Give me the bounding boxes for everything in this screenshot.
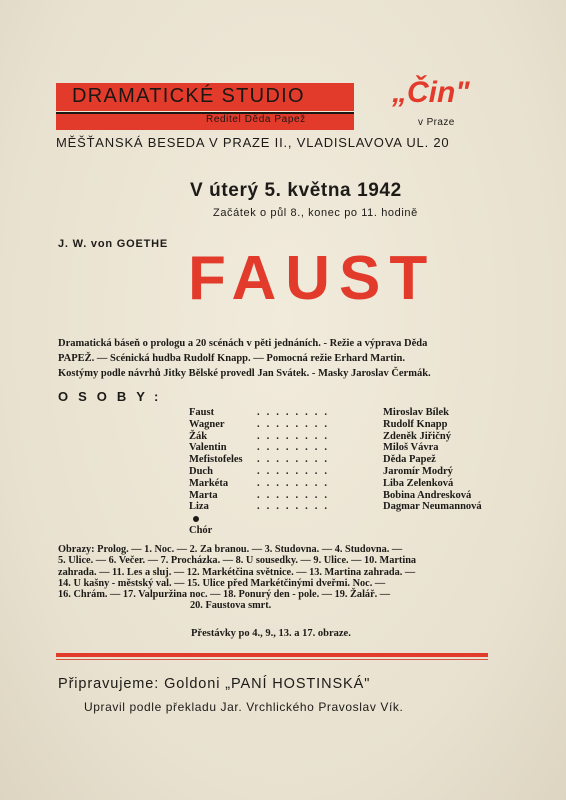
cast-row (189, 513, 499, 525)
scene-line: 20. Faustova smrt. (190, 600, 272, 612)
studio-title: DRAMATICKÉ STUDIO (72, 85, 305, 107)
performance-time: Začátek o půl 8., konec po 11. hodině (213, 207, 418, 219)
leader-dots: ........ (257, 418, 334, 430)
director-name: Ředitel Děda Papež (206, 114, 306, 125)
scene-line: 5. Ulice. — 6. Večer. — 7. Procházka. — 8. U sousedky. — 9. Ulice. — 10. Martina (58, 555, 417, 567)
scene-list (58, 544, 498, 612)
cast-role: Marta (189, 489, 218, 501)
scene-line: zahrada. — 11. Les a sluj. — 12. Markétčina světnice. — 13. Martina zahrada. — (58, 566, 416, 578)
scene-line: 14. U kašny - městský val. — 15. Ulice před Markétčinými dveřmi. Noc. — (58, 577, 386, 589)
cast-row (189, 478, 499, 490)
cast-role: Mefistofeles (189, 454, 243, 466)
cast-role: Wagner (189, 418, 225, 430)
upcoming-translation: Upravil podle překladu Jar. Vrchlického Pravoslav Vík. (84, 700, 404, 714)
play-author: J. W. von GOETHE (58, 238, 168, 250)
cast-actor: Bobina Andresková (383, 489, 472, 501)
cast-role: Žák (189, 430, 208, 442)
play-description (58, 336, 498, 381)
cast-role: Valentin (189, 442, 227, 454)
leader-dots: ........ (257, 442, 334, 454)
cast-actor: Zdeněk Jiřičný (383, 430, 451, 442)
leader-dots: ........ (257, 454, 334, 466)
leader-dots: ........ (257, 489, 334, 501)
performance-date: V úterý 5. května 1942 (190, 180, 402, 201)
cast-actor: Miloš Vávra (383, 442, 439, 454)
cast-actor: Liba Zelenková (383, 477, 454, 489)
cast-row (189, 466, 499, 478)
description-line: PAPEŽ. — Scénická hudba Rudolf Knapp. — Pomocná režie Erhard Martin. (58, 353, 406, 364)
cast-actor: Rudolf Knapp (383, 418, 448, 430)
scene-line: Obrazy: Prolog. — 1. Noc. — 2. Za branou. — 3. Studovna. — 4. Studovna. — (58, 544, 403, 555)
cast-actor: Dagmar Neumannová (383, 501, 482, 513)
cast-list (189, 407, 499, 537)
cast-row (189, 419, 499, 431)
cast-role: Faust (189, 407, 215, 418)
director-banner (56, 112, 354, 130)
chorus-label: Chór (189, 524, 213, 536)
cast-actor: Děda Papež (383, 454, 436, 466)
cast-role: Markéta (189, 477, 229, 489)
leader-dots: ........ (257, 407, 334, 418)
leader-dots: ........ (257, 501, 334, 513)
cast-role: Liza (189, 501, 209, 513)
leader-dots: ........ (257, 477, 334, 489)
upcoming-announcement: Připravujeme: Goldoni „PANÍ HOSTINSKÁ" (58, 676, 371, 692)
cast-row (189, 407, 499, 419)
play-title: FAUST (188, 244, 437, 313)
cast-row (189, 501, 499, 513)
cast-actor: Miroslav Bílek (383, 407, 450, 418)
red-divider (56, 653, 488, 657)
cast-role: Duch (189, 465, 213, 477)
scene-line: 16. Chrám. — 17. Valpuržina noc. — 18. Ponurý den - pole. — 19. Žalář. — (58, 589, 391, 601)
cast-row (189, 431, 499, 443)
cast-actor: Jaromír Modrý (383, 465, 453, 477)
leader-dots: ........ (257, 465, 334, 477)
description-line: Kostýmy podle návrhů Jitky Bělské provedl Jan Svátek. - Masky Jaroslav Čermák. (58, 368, 431, 379)
leader-dots: ........ (257, 430, 334, 442)
venue-address: MĚŠŤANSKÁ BESEDA V PRAZE II., VLADISLAVOVA UL. 20 (56, 135, 450, 150)
cast-row (189, 525, 499, 537)
brand-logo-text: „Čin" (392, 76, 470, 109)
intermissions: Přestávky po 4., 9., 13. a 17. obraze. (191, 628, 351, 639)
bullet-dot-icon (193, 516, 199, 522)
description-line: Dramatická báseň o prologu a 20 scénách v pěti jednáních. - Režie a výprava Děda (58, 338, 428, 349)
cast-row (189, 442, 499, 454)
cast-row (189, 490, 499, 502)
cast-heading: OSOBY: (58, 389, 169, 404)
brand-city: v Praze (418, 117, 455, 128)
red-divider-thin (56, 659, 488, 660)
cast-row (189, 454, 499, 466)
